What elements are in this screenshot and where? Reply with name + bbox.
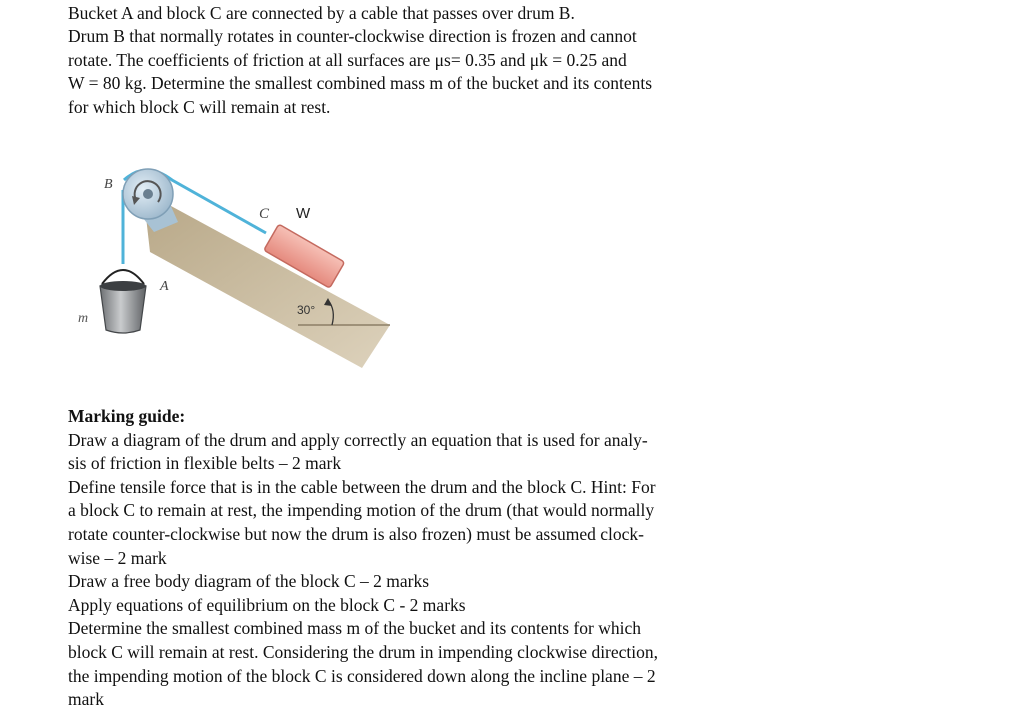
problem-statement	[68, 2, 788, 119]
problem-line: Drum B that normally rotates in counter-clockwise direction is frozen and cannot	[68, 26, 637, 47]
problem-line: Bucket A and block C are connected by a cable that passes over drum B.	[68, 3, 575, 23]
guide-line: Draw a diagram of the drum and apply correctly an equation that is used for analy-	[68, 429, 648, 450]
bucket-rim	[100, 281, 146, 291]
problem-line: rotate. The coefficients of friction at all surfaces are μs= 0.35 and μk = 0.25 and	[68, 49, 627, 70]
problem-line: W = 80 kg. Determine the smallest combined mass m of the bucket and its contents	[68, 73, 653, 94]
label-mass: m	[78, 311, 89, 326]
guide-line: Determine the smallest combined mass m of the bucket and its contents for which	[68, 618, 641, 639]
label-weight: W	[296, 205, 311, 222]
guide-line: wise – 2 mark	[68, 547, 167, 568]
label-bucket: A	[160, 279, 169, 294]
guide-line: Draw a free body diagram of the block C – 2 marks	[68, 571, 430, 592]
guide-line: sis of friction in flexible belts – 2 mark	[68, 453, 342, 474]
marking-guide-heading: Marking guide:	[68, 406, 186, 426]
guide-line: the impending motion of the block C is considered down along the incline plane – 2	[68, 665, 656, 686]
mechanics-figure	[70, 160, 400, 375]
figure-svg	[70, 160, 400, 375]
guide-line: mark	[68, 689, 104, 710]
guide-line: Apply equations of equilibrium on the block C - 2 marks	[68, 594, 466, 615]
guide-line: block C will remain at rest. Considering the drum in impending clockwise direction,	[68, 641, 659, 662]
guide-line: rotate counter-clockwise but now the drum is also frozen) must be assumed clock-	[68, 523, 645, 544]
incline-plane	[145, 200, 390, 368]
problem-line: for which block C will remain at rest.	[68, 96, 331, 117]
marking-guide	[68, 405, 788, 712]
guide-line: a block C to remain at rest, the impending motion of the drum (that would normally	[68, 500, 655, 521]
label-block: C	[259, 206, 270, 222]
label-drum: B	[104, 177, 113, 192]
drum-hub	[143, 189, 153, 199]
guide-line: Define tensile force that is in the cable between the drum and the block C. Hint: For	[68, 476, 656, 497]
label-angle: 30°	[297, 303, 316, 317]
bucket	[100, 286, 146, 333]
